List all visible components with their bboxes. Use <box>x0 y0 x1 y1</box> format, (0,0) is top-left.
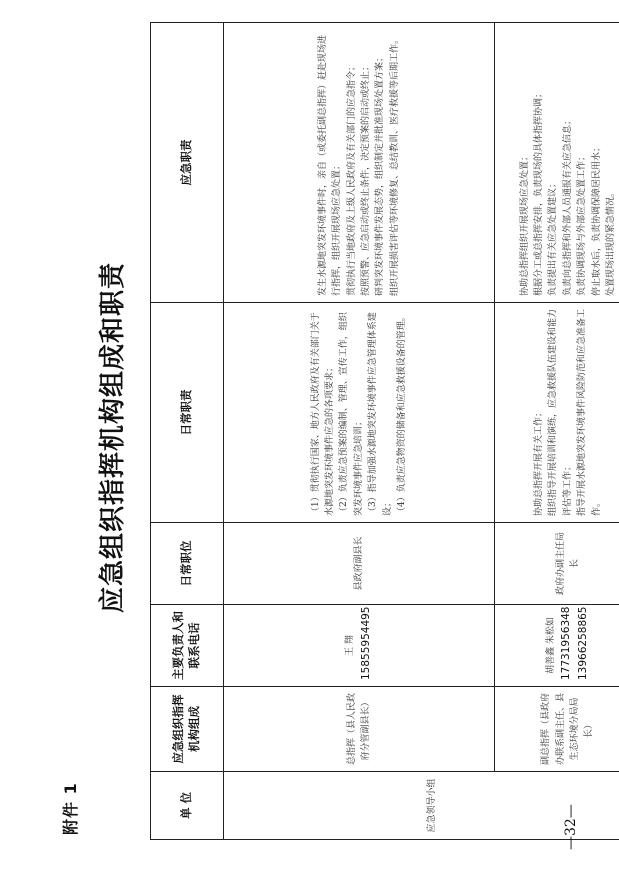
duty-line: 组织开展损害评估等环境修复、总结教训、医疗救援等后期工作。 <box>389 34 400 296</box>
attachment-label: 附件 1 <box>61 782 80 835</box>
duty-line: （2）负责应急预案的编制、管理、宣传工作，组织突发环境事件应急培训； <box>339 312 364 516</box>
emergency-duties-cell <box>224 23 495 303</box>
duty-line: 负责提出有关应急处置建议； <box>548 178 559 296</box>
emergency-duties-cell <box>495 23 619 303</box>
duty-line: 停止取水后，负责协调保障居民用水； <box>591 142 602 296</box>
duty-line: 组织指导开展培训和演练，应急救援队伍建设和能力评估等工作； <box>548 308 573 516</box>
page-number: —32— <box>563 804 579 850</box>
organization-table <box>150 22 619 840</box>
header-composition: 应急组织指挥机构组成 <box>151 687 224 772</box>
duty-line: （1）贯彻执行国家、地方人民政府及有关部门关于水源地突发环境事件应急的各项要求； <box>310 312 336 516</box>
leader-cell <box>224 605 495 687</box>
leader-phone: 17731956348 <box>560 606 573 680</box>
duty-line: 处置现场出现的紧急情况。 <box>605 187 616 296</box>
table-row <box>224 23 495 840</box>
composition-cell: 副总指挥（县政府办联系副主任、县生态环境分局局长） <box>495 687 619 772</box>
table-row <box>495 23 619 840</box>
header-daily-duties: 日常职责 <box>151 303 224 523</box>
duty-line: 协助总指挥组织开展现场应急处置； <box>519 151 530 296</box>
duty-line: 指导开展水源地突发环境事件风险防范和应急准备工作。 <box>577 308 602 516</box>
header-leader: 主要负责人和联系电话 <box>151 605 224 687</box>
header-emergency-duties: 应急职责 <box>151 23 224 303</box>
leader-cell <box>495 605 619 687</box>
leader-name: 王 翔 <box>345 635 356 656</box>
daily-duties-cell <box>495 303 619 523</box>
duty-line: 贯彻执行当地政府及上级人民政府及有关部门的应急指令； <box>346 61 357 296</box>
composition-cell: 总指挥（县人民政府分管副县长） <box>224 687 495 772</box>
duty-line: （4）负责应急物资的储备和应急救援设备的管理。 <box>396 312 407 516</box>
duty-line: 协助总指挥开展有关工作； <box>534 407 545 516</box>
header-post: 日常职位 <box>151 523 224 605</box>
duty-line: 负责协调现场与外部应急处置工作； <box>577 151 588 296</box>
duty-line: 根据分工或总指挥安排，负责现场的具体指挥协调； <box>534 88 545 296</box>
duty-line: 研判突发环境事件发展态势，组织制定并批准现场处置方案； <box>375 52 386 296</box>
duty-line: 按照预警、应急启动或终止条件，决定预案的启动或终止； <box>361 61 371 296</box>
table-header-row <box>151 23 224 840</box>
daily-duties-cell <box>224 303 495 523</box>
header-unit: 单 位 <box>151 772 224 840</box>
duty-line: 发生水源地突发环境事件时，亲自（或委托副总指挥）赶赴现场进行指挥，组织开展现场应急处置； <box>317 34 343 296</box>
post-cell: 县政府副县长 <box>224 523 495 605</box>
duty-line: （3）指导加强水源地突发环境事件应急管理体系建设； <box>368 312 393 516</box>
leader-phone: 15855954495 <box>359 606 372 680</box>
unit-cell: 应急领导小组 <box>224 772 619 840</box>
duty-line: 负责向总指挥和外部人员通报有关应急信息； <box>562 115 573 296</box>
leader-name: 胡善鑫 朱松如 <box>546 617 556 674</box>
document-title: 应急组织指挥机构组成和职责 <box>98 262 128 614</box>
leader-phone: 13966258865 <box>577 606 590 680</box>
post-cell: 政府办副主任局长 <box>495 523 619 605</box>
